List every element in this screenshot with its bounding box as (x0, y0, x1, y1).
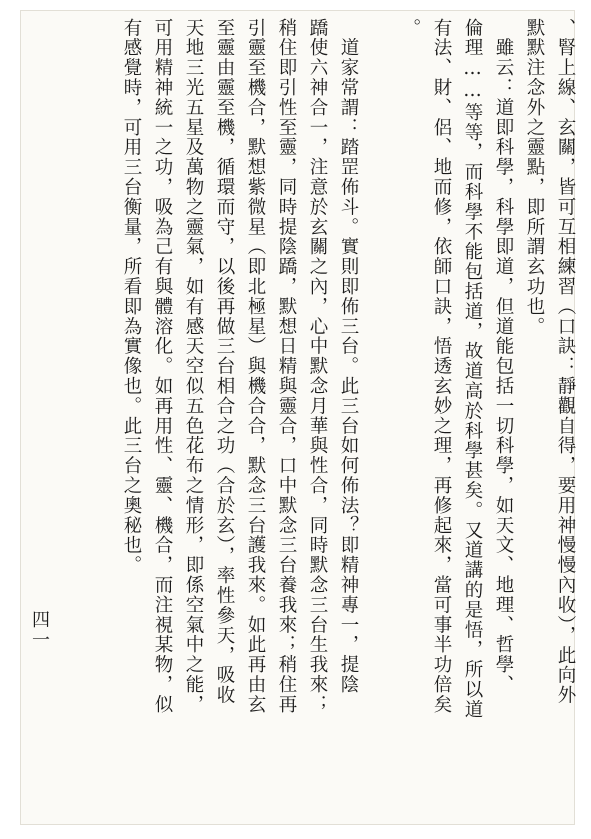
vertical-text-body (120, 18, 577, 803)
book-page (20, 10, 575, 825)
text-column: 稍住即引性至靈，同時提陰蹻，默想日精與靈合，口中默念三台養我來；稍住再 (276, 18, 297, 715)
text-column: 引靈至機合，默想紫微星（即北極星）與機合合，默念三台護我來。如此再由玄 (245, 18, 266, 715)
page-number: 四一 (29, 610, 50, 650)
text-column: 有法、財、侶、地而修，依師口訣，悟透玄妙之理，再修起來，當可事半功倍矣 (431, 18, 452, 715)
text-column: 倫理……等等，而科學不能包括道，故道高於科學甚矣。又道講的是悟，所以道 (462, 18, 483, 720)
text-column: 可用精神統一之功，吸為己有與體溶化。如再用性、靈、機合，而注視某物，似 (152, 18, 173, 715)
text-column: 蹻使六神合一，注意於玄關之內，心中默念月華與性合，同時默念三台生我來； (307, 18, 328, 715)
text-column: 道家常謂：踏罡佈斗。實則即佈三台。此三台如何佈法？即精神專一，提陰 (338, 18, 359, 695)
text-column: 雖云：道即科學，科學即道，但道能包括一切科學，如天文、地理、哲學、 (493, 18, 514, 695)
text-column: 天地三光五星及萬物之靈氣，如有感天空似五色花布之情形，即係空氣中之能， (183, 18, 204, 715)
text-column: 默默注念外之靈點，即所謂玄功也。 (524, 18, 545, 337)
text-column: 。 (400, 18, 421, 38)
text-column: 有感覺時，可用三台衡量，所看即為實像也。此三台之奧秘也。 (121, 18, 142, 576)
text-column: 、腎上線、玄關，皆可互相練習（口訣：靜觀自得，要用神慢慢內收），此向外 (555, 18, 576, 706)
text-column: 至靈由靈至機，循環而守，以後再做三台相合之功（合於玄），率性參天，吸收 (214, 18, 235, 706)
column-spacer (368, 18, 391, 803)
